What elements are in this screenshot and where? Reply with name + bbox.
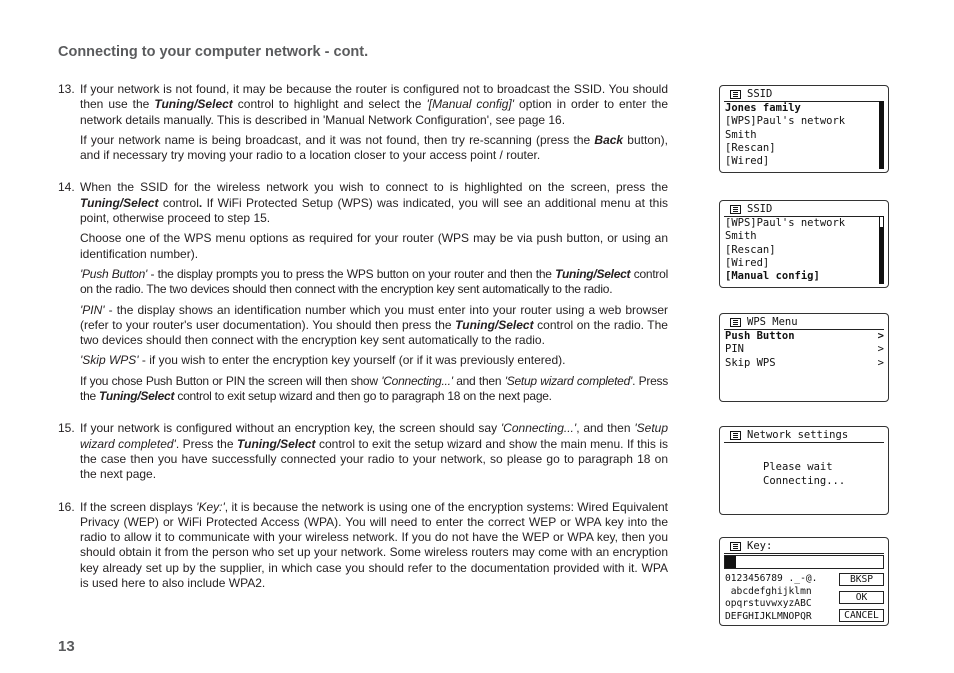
menu-icon [730,90,741,99]
step-number: 14. [58,180,75,195]
step-14-pin: 'PIN' - the display shows an identification number which you must enter into your router using a web browser (refer to your router's user documentation). You should then press the Tuning/Select control on the radio. The two devices should then connect with the encryption key sent automatically to the radio. [80,302,668,348]
instructions-body [58,82,668,596]
step-14 [58,180,668,404]
step-14-skip-wps: 'Skip WPS' - if you wish to enter the encryption key yourself (or if it was previously entered). [80,353,566,368]
key-entry-screen [719,537,889,626]
wps-option-skip: Skip WPS > [725,356,884,369]
text-cursor [725,556,736,568]
list-item: Smith [725,230,757,243]
list-item: [Rescan] [725,141,776,154]
menu-icon [730,542,741,551]
list-item: [Wired] [725,256,770,269]
page-number: 13 [58,638,75,655]
ssid-screen-1 [719,85,889,173]
list-item: Jones family [725,102,801,114]
backspace-key: BKSP [839,573,884,586]
step-16 [58,500,668,592]
step-15-paragraph-1: If your network is configured without an encryption key, the screen should say 'Connecting...', and then 'Setup wizard completed'. Press the Tuning/Select control to exit the setup wizard and show the main menu. If this is the case then you have successfully connected your radio to your network, so please go to paragraph 18 on the next page. [80,421,668,482]
wps-option-pin: PIN > [725,343,884,356]
list-item: [WPS]Paul's network [725,217,846,229]
wps-menu-screen [719,313,889,402]
screen-header: Key: [724,540,884,554]
scrollbar [879,216,884,284]
scrollbar-thumb [880,227,883,283]
ssid-list [725,102,878,168]
screen-header: WPS Menu [724,316,884,330]
menu-icon [730,318,741,327]
step-14-paragraph-1: When the SSID for the wireless network you wish to connect to is highlighted on the screen, press the Tuning/Select control. If WiFi Protected Setup (WPS) was indicated, you will see an additional menu at this point, otherwise proceed to step 15. [80,180,668,226]
screen-header: Network settings [724,429,884,443]
ssid-list [725,217,878,283]
list-item: [Manual config] [725,270,820,283]
cancel-key: CANCEL [839,609,884,622]
status-message: Please wait Connecting... [763,461,846,487]
step-14-result: If you chose Push Button or PIN the screen will then show 'Connecting...' and then 'Setup wizard completed'. Press the Tuning/Select control to exit setup wizard and then go to paragraph 18 on the next page. [80,373,669,404]
ssid-screen-2 [719,200,889,288]
step-14-push-button: 'Push Button' - the display prompts you to press the WPS button on your router and then the Tuning/Select control on the radio. The two devices should then connect with the encryption key sent automatically to the radio. [80,266,668,297]
list-item: [Rescan] [725,243,776,256]
step-number: 15. [58,421,75,436]
menu-icon [730,205,741,214]
scrollbar-thumb [880,102,883,168]
menu-icon [730,431,741,440]
step-number: 16. [58,499,75,514]
list-item: [WPS]Paul's network [725,115,846,128]
list-item: Smith [725,128,757,141]
screen-header: SSID [724,88,884,102]
wps-menu-list [725,330,884,370]
character-grid: 0123456789 ._-@. abcdefghijklmn opqrstuvwxyzABC DEFGHIJKLMNOPQR [725,573,818,622]
scrollbar [879,101,884,169]
step-16-paragraph-1: If the screen displays 'Key:', it is because the network is using one of the encryption systems: Wired Equivalent Privacy (WEP) or WiFi Protected Access (WPA). You will need to enter the correct WEP or WPA key into the radio to allow it to communicate with your wireless network. If you do not have the WEP or WPA key, then you should obtain it from the person who set up your network. Some wireless routers may come with an encryption key already set up by the supplier, in which case you should refer to the documentation provided with it. WPA is used here to also include WPA2. [80,499,669,591]
key-input [724,555,884,569]
step-15 [58,421,668,482]
step-14-paragraph-2: Choose one of the WPS menu options as required for your router (WPS may be via push button, or using an identification number). [80,231,668,261]
network-settings-screen [719,426,889,515]
page-title: Connecting to your computer network - cont. [58,44,369,60]
wps-option-push-button: Push Button > [725,330,884,342]
list-item: [Wired] [725,155,770,168]
chevron-right-icon: > [877,343,884,356]
step-13-paragraph-2: If your network name is being broadcast, and it was not found, then try re-scanning (press the Back button), and if necessary try moving your radio to a location closer to your access point / router. [80,132,668,163]
screen-header: SSID [724,203,884,217]
chevron-right-icon: > [877,356,884,369]
chevron-right-icon: > [877,330,884,342]
step-13 [58,82,668,163]
step-13-paragraph-1: If your network is not found, it may be because the router is configured not to broadcast the SSID. You should then use the Tuning/Select control to highlight and select the '[Manual config]' option in order to enter the network details manually. This is described in 'Manual Network Configuration', see page 16. [80,82,669,127]
step-number: 13. [58,82,75,96]
ok-key: OK [839,591,884,604]
